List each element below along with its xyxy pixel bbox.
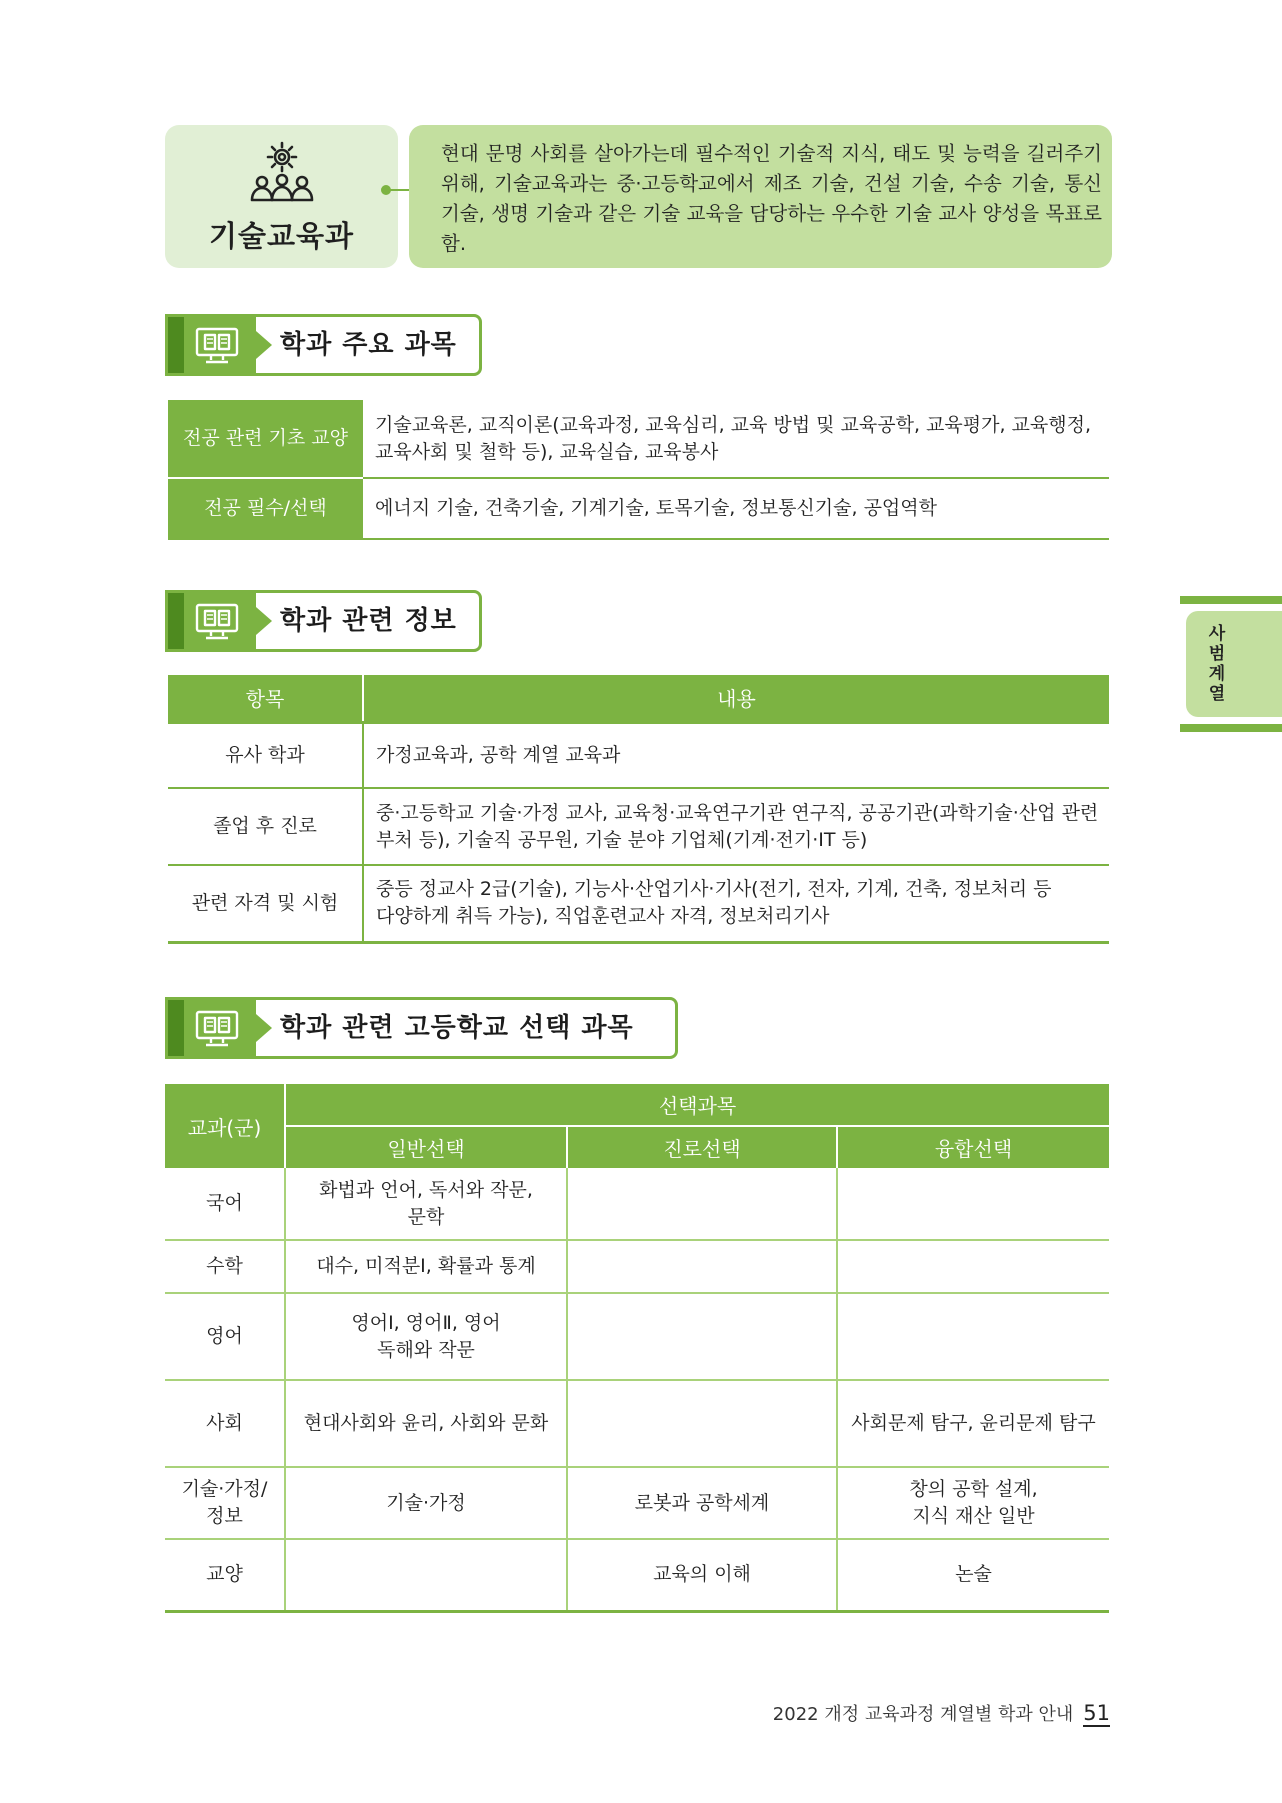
dept-info-table bbox=[168, 675, 1109, 944]
section-title: 학과 관련 정보 bbox=[280, 606, 457, 636]
group-header: 선택과목 bbox=[285, 1084, 1109, 1126]
side-tab-line-top bbox=[1180, 596, 1282, 604]
subject-cell: 국어 bbox=[165, 1168, 285, 1240]
career-cell bbox=[567, 1168, 837, 1240]
fusion-cell: 창의 공학 설계, 지식 재산 일반 bbox=[837, 1467, 1109, 1539]
page-footer bbox=[773, 1700, 1110, 1727]
row-value: 중·고등학교 기술·가정 교사, 교육청·교육연구기관 연구직, 공공기관(과학기술·산업 관련 부처 등), 기술직 공무원, 기술 분야 기업체(기계·전기·IT 등) bbox=[363, 788, 1109, 865]
subject-cell: 수학 bbox=[165, 1240, 285, 1293]
section-header-dept-info bbox=[165, 590, 482, 652]
subject-header: 교과(군) bbox=[165, 1084, 285, 1168]
subject-cell: 영어 bbox=[165, 1293, 285, 1380]
gear-people-icon bbox=[248, 138, 316, 210]
table-row bbox=[168, 400, 1109, 478]
row-value: 중등 정교사 2급(기술), 기능사·산업기사·기사(전기, 전자, 기계, 건축, 정보처리 등 다양하게 취득 가능), 직업훈련교사 자격, 정보처리기사 bbox=[363, 865, 1109, 942]
side-tab bbox=[1186, 611, 1282, 717]
subject-cell: 교양 bbox=[165, 1539, 285, 1611]
career-cell: 교육의 이해 bbox=[567, 1539, 837, 1611]
row-value: 가정교육과, 공학 계열 교육과 bbox=[363, 722, 1109, 788]
table-row bbox=[168, 788, 1109, 865]
section-title: 학과 주요 과목 bbox=[280, 330, 457, 360]
table-header-row bbox=[165, 1084, 1109, 1126]
fusion-cell bbox=[837, 1240, 1109, 1293]
section-accent bbox=[168, 593, 256, 649]
column-header: 항목 bbox=[168, 675, 363, 722]
career-cell bbox=[567, 1380, 837, 1467]
subject-cell: 사회 bbox=[165, 1380, 285, 1467]
career-cell bbox=[567, 1293, 837, 1380]
general-cell: 화법과 언어, 독서와 작문, 문학 bbox=[285, 1168, 567, 1240]
monitor-book-icon bbox=[194, 1009, 240, 1049]
section-header-main-courses bbox=[165, 314, 482, 376]
page-number: 51 bbox=[1083, 1701, 1110, 1725]
table-row bbox=[168, 478, 1109, 539]
column-header: 내용 bbox=[363, 675, 1109, 722]
table-header-row bbox=[165, 1126, 1109, 1168]
table-row bbox=[165, 1539, 1109, 1611]
career-cell: 로봇과 공학세계 bbox=[567, 1467, 837, 1539]
department-name: 기술교육과 bbox=[208, 219, 355, 253]
row-label: 전공 필수/선택 bbox=[168, 478, 363, 539]
row-label: 전공 관련 기초 교양 bbox=[168, 400, 363, 478]
side-tab-label: 사범계열 bbox=[1208, 624, 1226, 704]
general-cell: 영어Ⅰ, 영어Ⅱ, 영어 독해와 작문 bbox=[285, 1293, 567, 1380]
table-row bbox=[168, 865, 1109, 942]
table-row bbox=[165, 1240, 1109, 1293]
table-row bbox=[165, 1467, 1109, 1539]
career-cell bbox=[567, 1240, 837, 1293]
fusion-cell: 논술 bbox=[837, 1539, 1109, 1611]
general-cell: 기술·가정 bbox=[285, 1467, 567, 1539]
row-label: 관련 자격 및 시험 bbox=[168, 865, 363, 942]
footer-text: 2022 개정 교육과정 계열별 학과 안내 bbox=[772, 1704, 1074, 1725]
general-cell bbox=[285, 1539, 567, 1611]
hs-courses-table bbox=[165, 1084, 1109, 1613]
fusion-cell bbox=[837, 1168, 1109, 1240]
row-label: 졸업 후 진로 bbox=[168, 788, 363, 865]
main-courses-table bbox=[168, 400, 1109, 540]
table-row bbox=[165, 1168, 1109, 1240]
row-value: 에너지 기술, 건축기술, 기계기술, 토목기술, 정보통신기술, 공업역학 bbox=[363, 478, 1109, 539]
row-value: 기술교육론, 교직이론(교육과정, 교육심리, 교육 방법 및 교육공학, 교육평가, 교육행정, 교육사회 및 철학 등), 교육실습, 교육봉사 bbox=[363, 400, 1109, 478]
general-cell: 대수, 미적분Ⅰ, 확률과 통계 bbox=[285, 1240, 567, 1293]
table-row bbox=[168, 722, 1109, 788]
subject-cell: 기술·가정/정보 bbox=[165, 1467, 285, 1539]
department-card bbox=[165, 125, 398, 268]
side-tab-line-bottom bbox=[1180, 724, 1282, 732]
fusion-cell: 사회문제 탐구, 윤리문제 탐구 bbox=[837, 1380, 1109, 1467]
table-row bbox=[165, 1293, 1109, 1380]
column-header: 융합선택 bbox=[837, 1126, 1109, 1168]
monitor-book-icon bbox=[194, 326, 240, 366]
department-description: 현대 문명 사회를 살아가는데 필수적인 기술적 지식, 태도 및 능력을 길러주기 위해, 기술교육과는 중·고등학교에서 제조 기술, 건설 기술, 수송 기술, 통신 기술, 생명 기술과 같은 기술 교육을 담당하는 우수한 기술 교사 양성을 목표로 함. bbox=[409, 125, 1112, 268]
row-label: 유사 학과 bbox=[168, 722, 363, 788]
section-title: 학과 관련 고등학교 선택 과목 bbox=[280, 1013, 634, 1043]
fusion-cell bbox=[837, 1293, 1109, 1380]
column-header: 일반선택 bbox=[285, 1126, 567, 1168]
table-row bbox=[165, 1380, 1109, 1467]
section-header-hs-courses bbox=[165, 997, 678, 1059]
section-accent bbox=[168, 1000, 256, 1056]
column-header: 진로선택 bbox=[567, 1126, 837, 1168]
monitor-book-icon bbox=[194, 602, 240, 642]
general-cell: 현대사회와 윤리, 사회와 문화 bbox=[285, 1380, 567, 1467]
section-accent bbox=[168, 317, 256, 373]
table-header-row bbox=[168, 675, 1109, 722]
